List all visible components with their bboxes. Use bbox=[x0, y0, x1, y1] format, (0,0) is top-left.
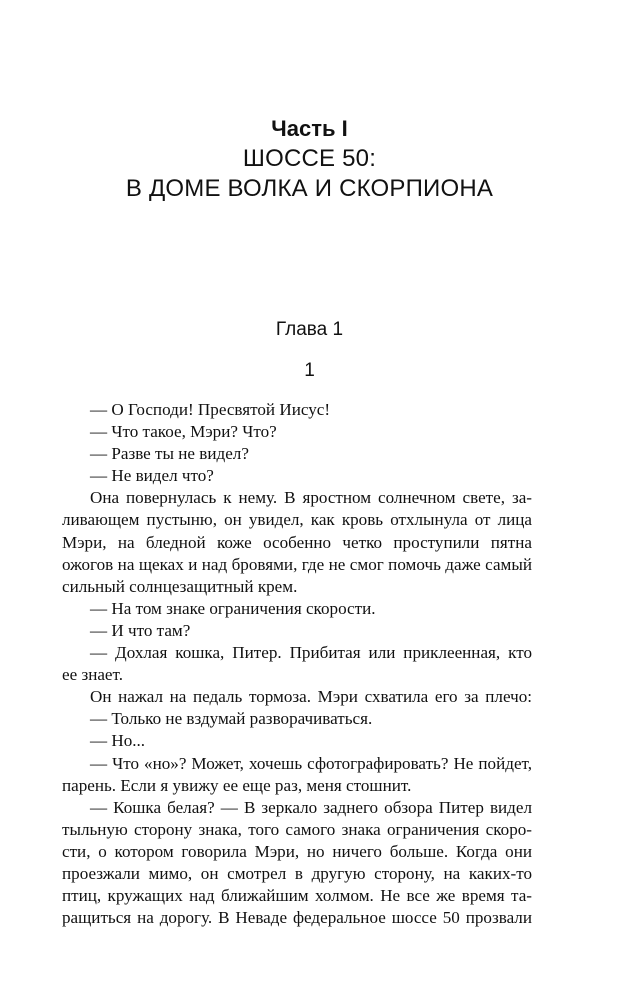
text-line: — Только не вздумай разворачиваться. bbox=[90, 709, 373, 729]
text-line: — Что «но»? Может, хочешь сфотографировать? Не пойдет, bbox=[90, 753, 532, 773]
text-line: тыльную сторону знака, того самого знака ограничения скоро- bbox=[62, 819, 532, 839]
text-line: — И что там? bbox=[90, 620, 191, 640]
text-line: — О Господи! Пресвятой Иисус! bbox=[90, 400, 331, 419]
text-line: проезжали мимо, он смотрел в другую сторону, на каких-то bbox=[62, 863, 532, 883]
text-line: — Что такое, Мэри? Что? bbox=[90, 422, 277, 442]
text-line: — На том знаке ограничения скорости. bbox=[90, 598, 376, 618]
text-line: Он нажал на педаль тормоза. Мэри схватила его за плечо: bbox=[90, 687, 532, 707]
text-line: — Но... bbox=[90, 731, 146, 751]
part-subtitle-line-1: ШОССЕ 50: bbox=[242, 145, 377, 172]
text-line: ливающем пустыню, он увидел, как кровь отхлынула от лица bbox=[62, 510, 532, 530]
text-line: Она повернулась к нему. В яростном солнечном свете, за- bbox=[90, 488, 532, 508]
part-subtitle-line-2: В ДОМЕ ВОЛКА И СКОРПИОНА bbox=[125, 175, 494, 202]
text-line: — Дохлая кошка, Питер. Прибитая или приклеенная, кто bbox=[90, 643, 532, 663]
body-text bbox=[62, 399, 532, 929]
text-line: парень. Если я увижу ее еще раз, меня стошнит. bbox=[62, 775, 412, 795]
text-line: Мэри, на бледной коже особенно четко проступили пятна bbox=[62, 532, 532, 552]
chapter-title: Глава 1 bbox=[275, 319, 344, 340]
section-number: 1 bbox=[304, 360, 315, 381]
text-line: птиц, кружащих над ближайшим холмом. Не все же время та- bbox=[62, 886, 532, 906]
text-line: ожогов на щеках и над бровями, где не смог помочь даже самый bbox=[62, 554, 532, 574]
text-line: — Разве ты не видел? bbox=[90, 444, 249, 464]
part-title: Часть I bbox=[271, 116, 348, 141]
text-line: — Кошка белая? — В зеркало заднего обзора Питер видел bbox=[90, 797, 532, 817]
text-line: — Не видел что? bbox=[90, 466, 214, 486]
text-line: ее знает. bbox=[62, 665, 123, 685]
text-line: сти, о котором говорила Мэри, но ничего больше. Когда они bbox=[62, 841, 532, 861]
text-line: сильный солнцезащитный крем. bbox=[62, 576, 298, 596]
text-line: ращиться на дорогу. В Неваде федеральное шоссе 50 прозвали bbox=[62, 908, 532, 928]
